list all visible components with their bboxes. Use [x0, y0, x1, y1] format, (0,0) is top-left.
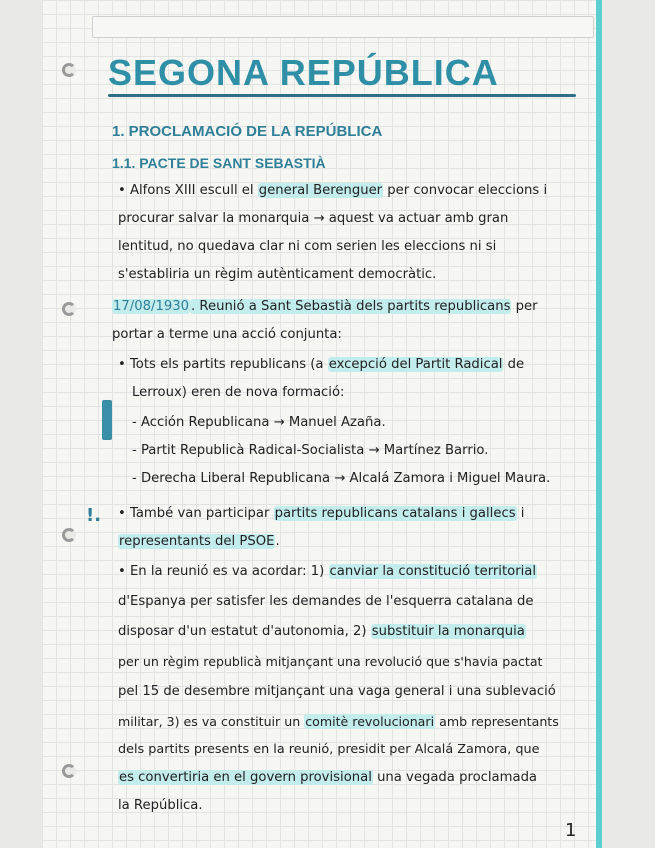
- date-highlight: 17/08/1930: [113, 299, 190, 314]
- highlight: canviar la constitució territorial: [329, 564, 537, 579]
- text-line: procurar salvar la monarquia → aquest va actuar amb gran: [118, 211, 509, 226]
- binder-hole-icon: [62, 63, 76, 77]
- text-line: 17/08/1930 . Reunió a Sant Sebastià dels partits republicans per: [113, 299, 538, 314]
- highlight: . Reunió a Sant Sebastià dels partits republicans: [191, 299, 511, 314]
- highlight: es convertiria en el govern provisional: [119, 770, 372, 785]
- text-line: pel 15 de desembre mitjançant una vaga general i una sublevació: [118, 684, 556, 699]
- page-edge-tab: [102, 400, 112, 440]
- highlight: representants del PSOE: [119, 534, 275, 549]
- text-line: • També van participar partits republicans catalans i gallecs i: [118, 506, 525, 521]
- text-line: d'Espanya per satisfer les demandes de l'esquerra catalana de: [118, 594, 534, 609]
- title-underline: [108, 94, 576, 97]
- subsection-heading: 1.1. PACTE DE SANT SEBASTIÀ: [112, 155, 326, 171]
- text-line: es convertiria en el govern provisional una vegada proclamada: [119, 770, 538, 785]
- page-number: 1: [565, 820, 577, 841]
- text-line: • En la reunió es va acordar: 1) canviar la constitució territorial: [118, 564, 537, 579]
- binder-hole-icon: [62, 302, 76, 316]
- text-line: • Tots els partits republicans (a excepció del Partit Radical de: [118, 357, 525, 372]
- section-heading: 1. PROCLAMACIÓ DE LA REPÚBLICA: [112, 123, 383, 140]
- text-line: la República.: [118, 798, 203, 813]
- text-line: portar a terme una acció conjunta:: [112, 327, 342, 342]
- text-line: militar, 3) es va constituir un comitè revolucionari amb representants: [118, 714, 559, 729]
- highlight: substituir la monarquia: [371, 624, 525, 639]
- text-line: per un règim republicà mitjançant una revolució que s'havia pactat: [118, 654, 543, 669]
- header-field: [92, 16, 594, 38]
- highlight: excepció del Partit Radical: [328, 357, 503, 372]
- text-line: disposar d'un estatut d'autonomia, 2) substituir la monarquia: [118, 624, 525, 639]
- text-line: Lerroux) eren de nova formació:: [132, 385, 345, 400]
- page-title: SEGONA REPÚBLICA: [108, 52, 499, 93]
- list-item: - Acción Republicana → Manuel Azaña.: [132, 415, 386, 430]
- binder-hole-icon: [62, 528, 76, 542]
- highlight: partits republicans catalans i gallecs: [274, 506, 516, 521]
- text-line: representants del PSOE.: [119, 534, 280, 549]
- text-line: lentitud, no quedava clar ni com serien les eleccions ni si: [118, 239, 497, 254]
- binder-hole-icon: [62, 764, 76, 778]
- list-item: - Derecha Liberal Republicana → Alcalá Zamora i Miguel Maura.: [132, 471, 551, 486]
- text-line: dels partits presents en la reunió, presidit per Alcalá Zamora, que: [118, 742, 540, 757]
- text-line: s'establiria un règim autènticament democràtic.: [118, 267, 437, 282]
- text-line: • Alfons XIII escull el general Berenguer per convocar eleccions i: [118, 183, 548, 198]
- highlight: general Berenguer: [258, 183, 383, 198]
- margin-mark: !.: [86, 505, 102, 526]
- highlight: comitè revolucionari: [305, 714, 435, 729]
- list-item: - Partit Republicà Radical-Socialista → Martínez Barrio.: [132, 443, 489, 458]
